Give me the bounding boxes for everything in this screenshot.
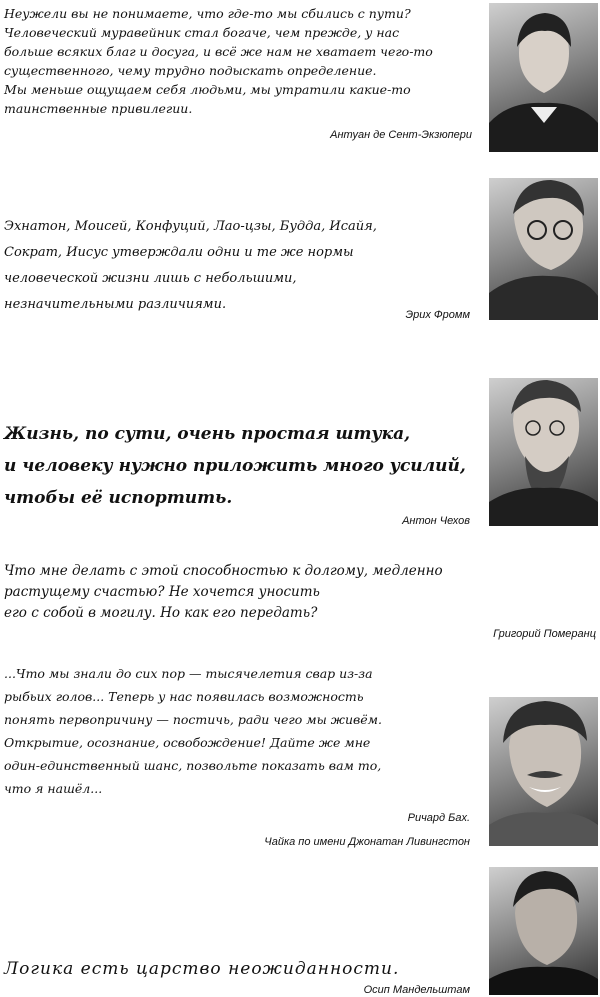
quote-author: Антон Чехов — [402, 515, 470, 527]
quote-source: Чайка по имени Джонатан Ливингстон — [264, 836, 470, 848]
quote-text: Жизнь, по сути, очень простая штука, и человеку нужно приложить много усилий, чтобы её испортить. — [4, 424, 466, 508]
portrait-photo — [489, 867, 598, 995]
person-silhouette-icon — [489, 867, 598, 995]
portrait-photo — [489, 3, 598, 152]
quote-text: Неужели вы не понимаете, что где-то мы сбились с пути? Человеческий муравейник стал богаче, чем прежде, у нас больше всяких благ и досуга, и всё же нам не хватает чего-то существенного, чему трудно подыскать определение. Мы меньше ощущаем себя людьми, мы утратили какие-то таинственные привилегии. — [4, 6, 433, 116]
person-silhouette-icon — [489, 378, 598, 526]
quote-text: Эхнатон, Моисей, Конфуций, Лао-цзы, Будда, Исайя, Сократ, Иисус утверждали одни и те же нормы человеческой жизни лишь с небольшими, незначительными различиями. — [4, 219, 377, 312]
quote-author: Ричард Бах. — [407, 812, 470, 824]
person-silhouette-icon — [489, 697, 598, 846]
quote-author: Эрих Фромм — [405, 309, 470, 321]
quote-author: Антуан де Сент-Экзюпери — [330, 129, 472, 141]
quote-text: Логика есть царство неожиданности. — [4, 959, 400, 979]
quote-author: Осип Мандельштам — [363, 984, 470, 996]
quote-author: Григорий Померанц — [493, 628, 596, 640]
portrait-photo — [489, 697, 598, 846]
person-silhouette-icon — [489, 178, 598, 320]
person-silhouette-icon — [489, 3, 598, 152]
quote-text: ...Что мы знали до сих пор — тысячелетия свар из-за рыбьих голов... Теперь у нас появилась возможность понять первопричину — постичь, ради чего мы живём. Открытие, осознание, освобождение! Дайте же мне один-единственный шанс, позвольте показать вам то, что я нашёл... — [4, 666, 383, 796]
portrait-photo — [489, 378, 598, 526]
portrait-photo — [489, 178, 598, 320]
quote-text: Что мне делать с этой способностью к долгому, медленно растущему счастью? Не хочется уносить его с собой в могилу. Но как его передать? — [4, 563, 443, 621]
